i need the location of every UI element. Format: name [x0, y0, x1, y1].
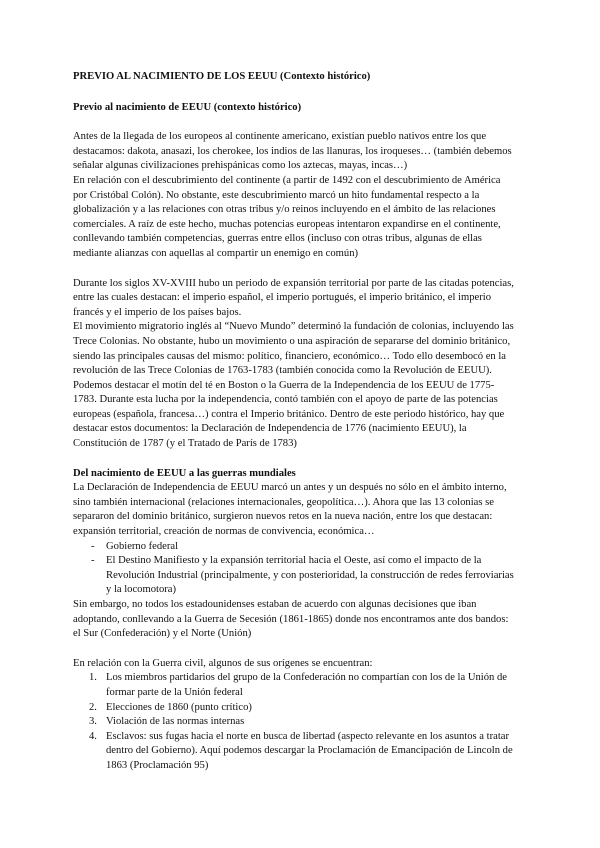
paragraph-native-peoples: Antes de la llegada de los europeos al continente americano, existían pueblo nativos entre los que destacamos: dakota, anasazi, los cherokee, los indios de las llanuras, los iroqueses… (también debemos señalar algunas civilizaciones prehispánicas como los aztecas, mayas, incas…) [73, 131, 512, 172]
paragraph-migration: El movimiento migratorio inglés al “Nuevo Mundo” determinó la fundación de colonias, incluyendo las Trece Colonias. No obstante, hubo un movimiento o una aspiración de separarse del dominio británico, siendo las principales causas del mismo: político, financiero, económico… Todo ello desembocó en la revolución de las Trece Colonias de 1763-1783 (también conocida como la Revolución de EEUU). Podemos destacar el motín del té en Boston o la Guerra de la Independencia de los EEUU de 1775-1783. Durante esta lucha por la independencia, contó también con el apoyo de parte de las potencias europeas (española, francesa…) contra el Imperio británico. Dentro de este periodo histórico, hay que destacar estos documentos: la Declaración de Independencia de 1776 (nacimiento EEUU), la Constitución de 1787 (y el Tratado de París de 1783) [73, 321, 514, 450]
paragraph-group-2 [73, 277, 514, 452]
bullet-dash: - [91, 540, 95, 552]
section-birth-to-wars [73, 467, 514, 642]
list-item [73, 671, 514, 700]
paragraph-declaration: La Declaración de Independencia de EEUU marcó un antes y un después no sólo en el ámbito interno, sino también internacional (relaciones internacionales, geopolítica…). Ahora que las 13 colonias se separaron del dominio británico, surgieron nuevos retos en la nueva nación, entre los que destacan: expansión territorial, creación de normas de convivencia, económica… [73, 482, 507, 538]
list-item-text: Elecciones de 1860 (punto crítico) [106, 701, 252, 713]
section-heading-birth-to-wars: Del nacimiento de EEUU a las guerras mundiales [73, 467, 296, 479]
bullet-list [73, 540, 514, 598]
section-heading-context: Previo al nacimiento de EEUU (contexto histórico) [73, 101, 302, 113]
list-item [73, 554, 514, 598]
paragraph-group-1 [73, 130, 514, 261]
list-number: 3. [89, 716, 97, 728]
list-number: 2. [89, 701, 97, 713]
section-civil-war [73, 657, 514, 774]
list-item [73, 540, 514, 555]
paragraph-discovery: En relación con el descubrimiento del continente (a partir de 1492 con el descubrimiento de América por Cristóbal Colón). No obstante, este descubrimiento marcó un hito fundamental respecto a la globalización y a las relaciones con otras tribus y/o reinos incluyendo en el ámbito de las relaciones comerciales. A raíz de este hecho, muchas potencias europeas intentaron expandirse en el continente, conllevando también competencias, guerras entre ellos (incluso con otras tribus, algunas de ellas mediante alianzas con aquellas al compartir un enemigo en común) [73, 174, 501, 259]
list-item-text: Gobierno federal [106, 540, 179, 552]
document-title: PREVIO AL NACIMIENTO DE LOS EEUU (Contexto histórico) [73, 71, 371, 82]
list-item [73, 730, 514, 774]
list-item-text: Los miembros partidarios del grupo de la Confederación no compartían con los de la Unión de formar parte de la Unión federal [106, 672, 507, 698]
paragraph-secession: Sin embargo, no todos los estadounidenses estaban de acuerdo con algunas decisiones que iban adoptando, conllevando a la Guerra de Secesión (1861-1865) donde nos encontramos ante dos bandos: el Sur (Confederación) y el Norte (Unión) [73, 599, 509, 640]
list-number: 4. [89, 730, 97, 742]
paragraph-civil-war-intro: En relación con la Guerra civil, algunos de sus orígenes se encuentran: [73, 657, 373, 669]
list-item-text: Violación de las normas internas [106, 716, 245, 728]
list-number: 1. [89, 672, 97, 684]
list-item [73, 701, 514, 716]
bullet-dash: - [91, 555, 95, 567]
list-item-text: El Destino Manifiesto y la expansión territorial hacia el Oeste, así como el impacto de la Revolución Industrial (principalmente, y con posterioridad, la construcción de redes ferroviarias y la locomotora) [106, 555, 514, 596]
paragraph-expansion: Durante los siglos XV-XVIII hubo un periodo de expansión territorial por parte de las citadas potencias, entre las cuales destacan: el imperio español, el imperio portugués, el imperio británico, el imperio francés y el imperio de los países bajos. [73, 277, 514, 318]
list-item [73, 715, 514, 730]
numbered-list [73, 671, 514, 773]
list-item-text: Esclavos: sus fugas hacia el norte en busca de libertad (aspecto relevante en los asuntos a tratar dentro del Gobierno). Aquí podemos descargar la Proclamación de Emancipación de Lincoln de 1863 (Proclamación 95) [106, 730, 513, 771]
